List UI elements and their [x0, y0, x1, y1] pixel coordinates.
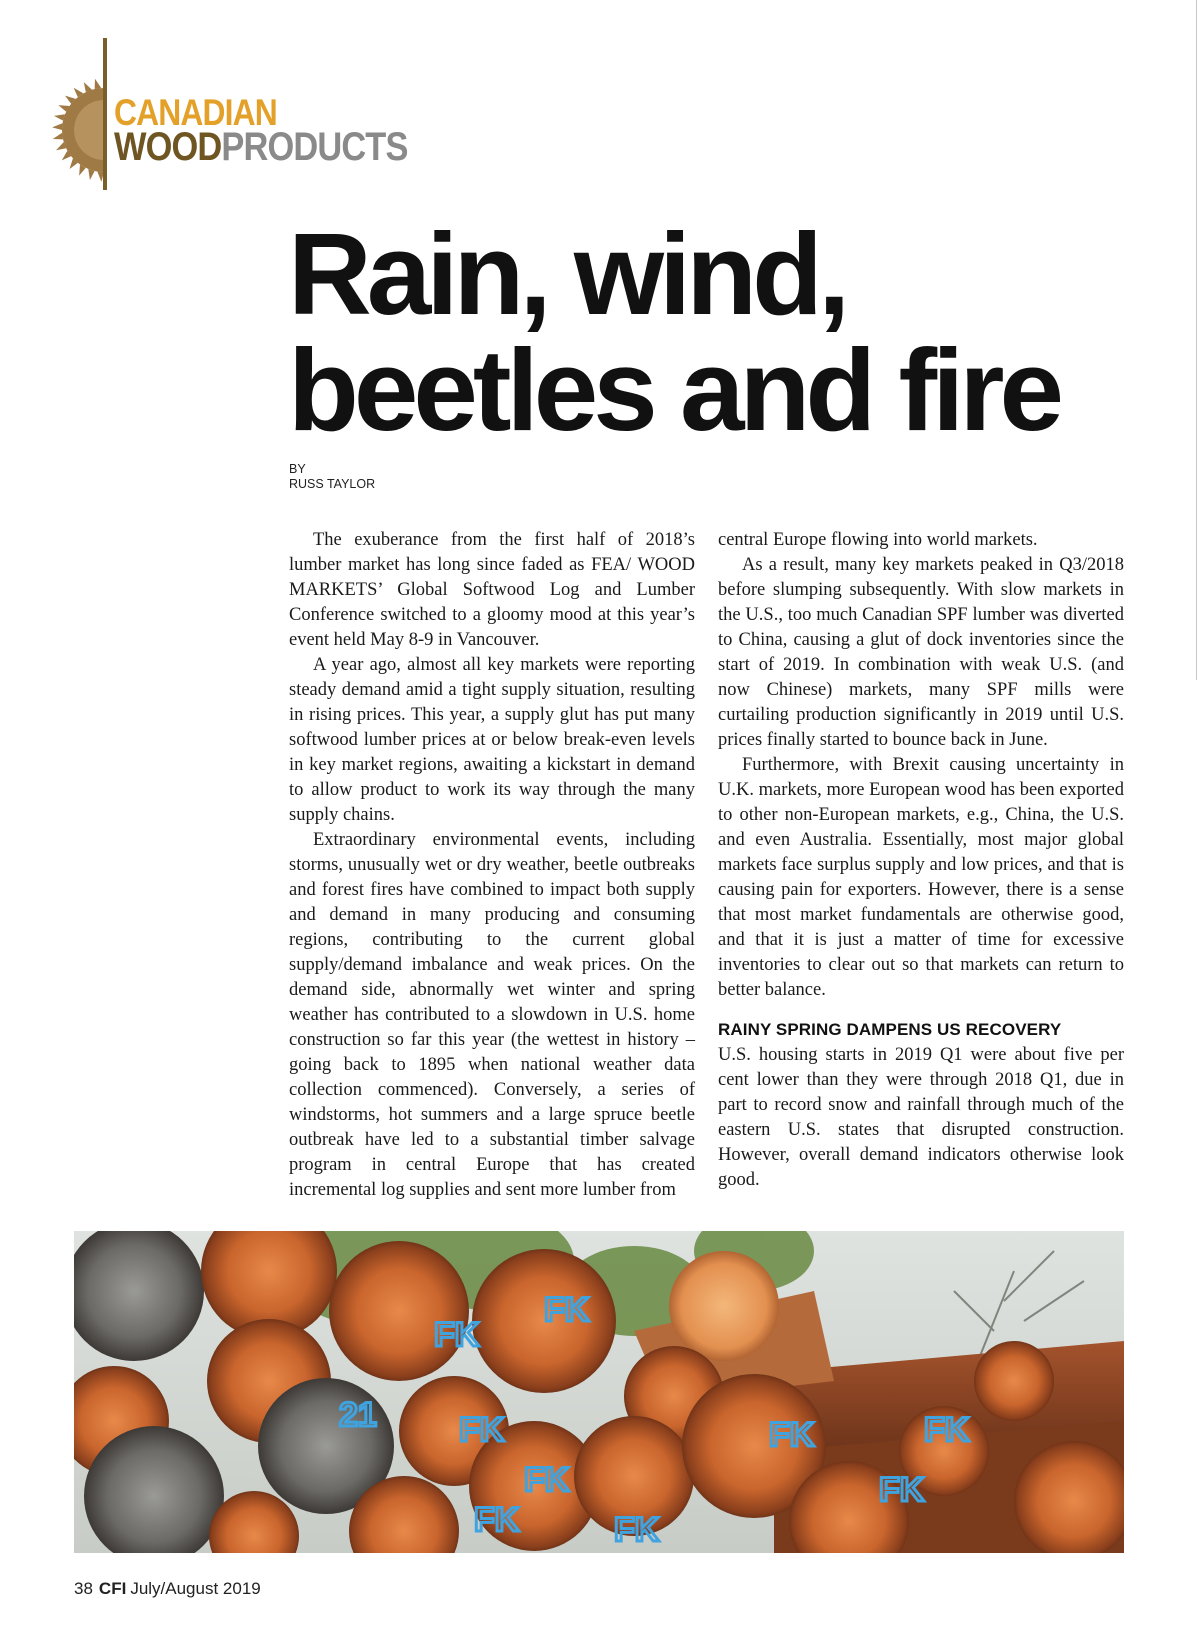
- page-edge-rule: [1196, 0, 1197, 680]
- masthead-divider-bar: [103, 38, 107, 190]
- log-marking: FK: [474, 1501, 520, 1539]
- paragraph: Extraordinary environmental events, including storms, unusually wet or dry weather, beetle outbreaks and forest fires have combined to impact both supply and demand in many producing and consuming regions, contributing to the current global supply/demand imbalance and weak prices. On the demand side, abnormally wet winter and spring weather has contributed to a slowdown in U.S. home construction so far this year (the wettest in history – going back to 1895 when national weather data collection commenced). Conversely, a series of windstorms, hot summers and a large spruce beetle outbreak have led to a substantial timber salvage program in central Europe that has created incremental log supplies and sent more lumber from: [289, 830, 695, 1200]
- log-marking: FK: [524, 1461, 570, 1499]
- article-headline: [288, 209, 1188, 455]
- byline: [289, 462, 375, 492]
- section-masthead: [44, 38, 408, 190]
- log-marking: FK: [879, 1471, 925, 1509]
- log-marking: FK: [434, 1316, 480, 1354]
- paragraph-continuation: central Europe flowing into world markets.: [718, 530, 1038, 550]
- masthead-wood: WOOD: [114, 125, 222, 169]
- paragraph: Furthermore, with Brexit causing uncertainty in U.K. markets, more European wood has been exported to other non-European markets, e.g., China, the U.S. and even Australia. Essentially, most major global markets face surplus supply and low prices, and that is causing pain for exporters. However, there is a sense that most market fundamentals are otherwise good, and that it is just a matter of time for excessive inventories to clear out so that markets can return to better balance.: [718, 755, 1124, 1000]
- magazine-name: CFI: [98, 1579, 127, 1598]
- paragraph: U.S. housing starts in 2019 Q1 were about five per cent lower than they were through 2018 Q1, due in part to record snow and rainfall through much of the eastern U.S. states that disrupted construction. However, overall demand indicators otherwise look good.: [718, 1045, 1124, 1190]
- masthead-products: PRODUCTS: [221, 125, 408, 169]
- masthead-canadian: CANADIAN: [114, 92, 277, 133]
- log-marking: FK: [769, 1416, 815, 1454]
- log-marking: 21: [339, 1396, 377, 1434]
- headline-line-2: beetles and fire: [288, 325, 1059, 455]
- byline-author: RUSS TAYLOR: [289, 477, 376, 491]
- issue-date: July/August 2019: [130, 1579, 261, 1598]
- log-marking: FK: [544, 1291, 590, 1329]
- log-marking: FK: [924, 1411, 970, 1449]
- paragraph: A year ago, almost all key markets were reporting steady demand amid a tight supply situation, resulting in rising prices. This year, a supply glut has put many softwood lumber prices at or below break-even levels in key market regions, awaiting a kickstart in demand to allow product to work its way through the many supply chains.: [289, 655, 695, 825]
- byline-prefix: BY: [289, 462, 306, 476]
- headline-line-1: Rain, wind,: [288, 209, 846, 339]
- body-column-left: [289, 528, 695, 1203]
- masthead-wood-products: [114, 125, 408, 169]
- log-marking: FK: [614, 1511, 660, 1549]
- log-marking: FK: [459, 1411, 505, 1449]
- page-footer: [74, 1579, 261, 1599]
- page-number: 38: [74, 1579, 93, 1598]
- paragraph: The exuberance from the first half of 2018’s lumber market has long since faded as FEA/ WOOD MARKETS’ Global Softwood Log and Lumber Conference switched to a gloomy mood at this year’s event held May 8-9 in Vancouver.: [289, 530, 695, 650]
- log-pile-illustration: [74, 1231, 1124, 1553]
- paragraph: As a result, many key markets peaked in Q3/2018 before slumping subsequently. With slow markets in the U.S., too much Canadian SPF lumber was diverted to China, causing a glut of dock inventories since the start of 2019. In combination with weak U.S. (and now Chinese) markets, many SPF mills were curtailing production significantly in 2019 until U.S. prices finally started to bounce back in June.: [718, 555, 1124, 750]
- log-pile-photo: [74, 1231, 1124, 1553]
- section-subhead: RAINY SPRING DAMPENS US RECOVERY: [718, 1020, 1062, 1039]
- body-column-right: [718, 528, 1124, 1193]
